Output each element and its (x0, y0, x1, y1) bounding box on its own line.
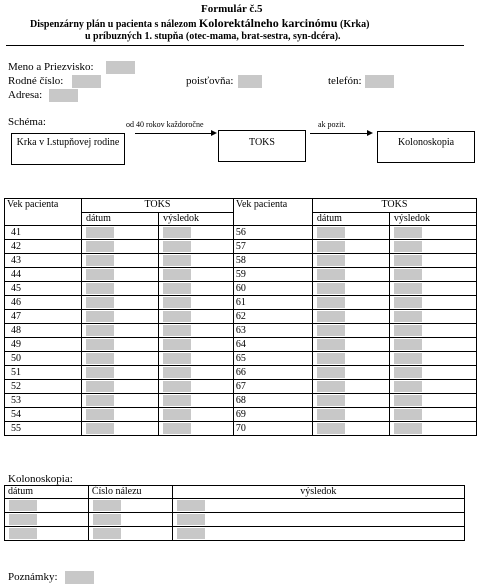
colonoscopy-header-result: výsledok (172, 486, 464, 499)
age-cell-right: 69 (233, 408, 312, 422)
toks-date-cell[interactable] (312, 338, 389, 352)
header-rule (6, 45, 464, 46)
toks-date-cell[interactable] (81, 352, 158, 366)
toks-row (5, 310, 477, 324)
colonoscopy-number-cell[interactable] (88, 527, 172, 541)
scheme-box-colonoscopy (377, 131, 475, 163)
colonoscopy-result-cell[interactable] (172, 513, 464, 527)
input-field[interactable] (163, 339, 191, 350)
toks-result-cell[interactable] (389, 310, 476, 324)
toks-date-cell[interactable] (312, 240, 389, 254)
toks-result-cell[interactable] (158, 324, 233, 338)
toks-result-cell[interactable] (389, 282, 476, 296)
input-field[interactable] (163, 395, 191, 406)
colonoscopy-date-cell[interactable] (5, 499, 89, 513)
age-cell-left: 49 (5, 338, 82, 352)
input-field[interactable] (394, 255, 422, 266)
input-field[interactable] (163, 269, 191, 280)
toks-date-cell[interactable] (312, 268, 389, 282)
name-field[interactable] (106, 61, 135, 74)
input-field[interactable] (86, 367, 114, 378)
toks-result-cell[interactable] (158, 296, 233, 310)
scheme-box-toks-text: TOKS (249, 137, 275, 148)
colonoscopy-label: Kolonoskopia: (8, 473, 73, 485)
toks-result-cell[interactable] (389, 240, 476, 254)
input-field[interactable] (394, 367, 422, 378)
age-cell-right: 62 (233, 310, 312, 324)
toks-row (5, 268, 477, 282)
header-toks-left: TOKS (81, 199, 233, 213)
colonoscopy-result-cell[interactable] (172, 499, 464, 513)
header-age-left: Vek pacienta (5, 199, 82, 226)
toks-date-cell[interactable] (312, 366, 389, 380)
age-cell-right: 66 (233, 366, 312, 380)
insurance-label: poisťovňa: (186, 75, 234, 87)
input-field[interactable] (317, 409, 345, 420)
age-cell-right: 63 (233, 324, 312, 338)
toks-result-cell[interactable] (389, 352, 476, 366)
scheme-box-colonoscopy-text: Kolonoskopia (397, 137, 455, 148)
input-field[interactable] (394, 227, 422, 238)
toks-row (5, 352, 477, 366)
toks-result-cell[interactable] (389, 366, 476, 380)
toks-date-cell[interactable] (81, 324, 158, 338)
colonoscopy-result-cell[interactable] (172, 527, 464, 541)
age-cell-right: 59 (233, 268, 312, 282)
header-toks-right: TOKS (312, 199, 476, 213)
age-cell-left: 42 (5, 240, 82, 254)
toks-date-cell[interactable] (81, 282, 158, 296)
input-field[interactable] (317, 367, 345, 378)
input-field[interactable] (317, 381, 345, 392)
age-cell-left: 50 (5, 352, 82, 366)
input-field[interactable] (163, 283, 191, 294)
toks-date-cell[interactable] (81, 310, 158, 324)
age-cell-left: 45 (5, 282, 82, 296)
toks-date-cell[interactable] (81, 226, 158, 240)
toks-date-cell[interactable] (312, 324, 389, 338)
input-field[interactable] (394, 423, 422, 434)
phone-field[interactable] (365, 75, 394, 88)
toks-row (5, 324, 477, 338)
input-field[interactable] (86, 395, 114, 406)
input-field[interactable] (394, 269, 422, 280)
age-cell-right: 61 (233, 296, 312, 310)
input-field[interactable] (86, 311, 114, 322)
toks-date-cell[interactable] (81, 240, 158, 254)
notes-field[interactable] (65, 571, 94, 584)
input-field[interactable] (163, 353, 191, 364)
input-field[interactable] (394, 339, 422, 350)
toks-date-cell[interactable] (312, 422, 389, 436)
toks-date-cell[interactable] (81, 338, 158, 352)
input-field[interactable] (86, 269, 114, 280)
header-date-right: dátum (312, 213, 389, 226)
toks-result-cell[interactable] (389, 394, 476, 408)
toks-row (5, 240, 477, 254)
toks-result-cell[interactable] (389, 324, 476, 338)
notes-label: Poznámky: (8, 571, 58, 583)
form-title-line2: u príbuzných 1. stupňa (otec-mama, brat-sestra, syn-dcéra). (85, 31, 341, 42)
toks-result-cell[interactable] (389, 268, 476, 282)
toks-row (5, 408, 477, 422)
toks-date-cell[interactable] (312, 352, 389, 366)
input-field[interactable] (317, 353, 345, 364)
age-cell-left: 41 (5, 226, 82, 240)
input-field[interactable] (86, 409, 114, 420)
toks-date-cell[interactable] (312, 282, 389, 296)
input-field[interactable] (86, 283, 114, 294)
scheme-box-family-text: Krka v I.stupňovej rodine (16, 137, 120, 148)
age-cell-right: 56 (233, 226, 312, 240)
phone-label: telefón: (328, 75, 362, 87)
input-field[interactable] (86, 227, 114, 238)
toks-result-cell[interactable] (158, 240, 233, 254)
input-field[interactable] (317, 325, 345, 336)
input-field[interactable] (317, 297, 345, 308)
input-field[interactable] (163, 255, 191, 266)
toks-date-cell[interactable] (312, 380, 389, 394)
colonoscopy-row (5, 499, 465, 513)
input-field[interactable] (317, 269, 345, 280)
colonoscopy-row (5, 527, 465, 541)
header-age-right: Vek pacienta (233, 199, 312, 226)
toks-result-cell[interactable] (158, 366, 233, 380)
toks-result-cell[interactable] (158, 310, 233, 324)
input-field[interactable] (317, 283, 345, 294)
age-cell-right: 64 (233, 338, 312, 352)
input-field[interactable] (86, 353, 114, 364)
toks-row (5, 282, 477, 296)
scheme-arrow2-line (310, 133, 370, 134)
input-field[interactable] (163, 367, 191, 378)
age-cell-left: 55 (5, 422, 82, 436)
input-field[interactable] (86, 381, 114, 392)
toks-date-cell[interactable] (81, 394, 158, 408)
age-cell-right: 68 (233, 394, 312, 408)
toks-result-cell[interactable] (158, 282, 233, 296)
colonoscopy-number-cell[interactable] (88, 499, 172, 513)
title-disease: Kolorektálneho karcinómu (198, 16, 338, 30)
input-field[interactable] (317, 227, 345, 238)
age-cell-left: 54 (5, 408, 82, 422)
colonoscopy-number-cell[interactable] (88, 513, 172, 527)
input-field[interactable] (317, 423, 345, 434)
input-field[interactable] (163, 227, 191, 238)
toks-result-cell[interactable] (158, 408, 233, 422)
colonoscopy-header-number: Číslo nálezu (88, 486, 172, 499)
toks-date-cell[interactable] (312, 226, 389, 240)
input-field[interactable] (163, 311, 191, 322)
scheme-label: Schéma: (8, 116, 46, 128)
toks-result-cell[interactable] (158, 380, 233, 394)
input-field[interactable] (86, 297, 114, 308)
age-cell-left: 52 (5, 380, 82, 394)
colonoscopy-date-cell[interactable] (5, 513, 89, 527)
toks-date-cell[interactable] (312, 310, 389, 324)
toks-result-cell[interactable] (389, 254, 476, 268)
age-cell-left: 53 (5, 394, 82, 408)
toks-date-cell[interactable] (312, 394, 389, 408)
toks-result-cell[interactable] (389, 380, 476, 394)
form-title-line1 (30, 16, 369, 31)
title-prefix: Dispenzárny plán u pacienta s nálezom (30, 19, 199, 30)
toks-row (5, 296, 477, 310)
scheme-box-family (11, 133, 125, 165)
input-field[interactable] (86, 339, 114, 350)
toks-result-cell[interactable] (389, 408, 476, 422)
toks-result-cell[interactable] (158, 268, 233, 282)
title-suffix: (Krka) (337, 19, 370, 30)
scheme-arrow2-head (367, 130, 373, 136)
toks-date-cell[interactable] (81, 254, 158, 268)
colonoscopy-date-cell[interactable] (5, 527, 89, 541)
toks-row (5, 422, 477, 436)
address-field[interactable] (49, 89, 78, 102)
toks-row (5, 366, 477, 380)
form-number: Formulár č.5 (201, 3, 263, 15)
age-cell-left: 51 (5, 366, 82, 380)
toks-result-cell[interactable] (158, 422, 233, 436)
toks-table (4, 198, 477, 436)
input-field[interactable] (86, 325, 114, 336)
age-cell-left: 48 (5, 324, 82, 338)
toks-result-cell[interactable] (389, 226, 476, 240)
age-cell-right: 60 (233, 282, 312, 296)
age-cell-left: 46 (5, 296, 82, 310)
input-field[interactable] (163, 423, 191, 434)
age-cell-right: 57 (233, 240, 312, 254)
input-field[interactable] (394, 241, 422, 252)
input-field[interactable] (163, 381, 191, 392)
toks-row (5, 338, 477, 352)
input-field[interactable] (394, 381, 422, 392)
address-label: Adresa: (8, 89, 43, 101)
input-field[interactable] (163, 241, 191, 252)
age-cell-right: 70 (233, 422, 312, 436)
input-field[interactable] (394, 325, 422, 336)
colonoscopy-table (4, 485, 465, 541)
toks-row (5, 226, 477, 240)
input-field[interactable] (317, 339, 345, 350)
input-field[interactable] (317, 395, 345, 406)
toks-row (5, 380, 477, 394)
toks-date-cell[interactable] (81, 408, 158, 422)
scheme-arrow2-label: ak pozit. (318, 120, 346, 129)
input-field[interactable] (86, 241, 114, 252)
input-field[interactable] (163, 409, 191, 420)
scheme-arrow1-label: od 40 rokov každoročne (126, 120, 204, 129)
input-field[interactable] (163, 297, 191, 308)
toks-date-cell[interactable] (312, 408, 389, 422)
age-cell-right: 65 (233, 352, 312, 366)
scheme-arrow1-head (211, 130, 217, 136)
toks-result-cell[interactable] (158, 254, 233, 268)
toks-date-cell[interactable] (81, 296, 158, 310)
colonoscopy-header-date: dátum (5, 486, 89, 499)
input-field[interactable] (394, 409, 422, 420)
input-field[interactable] (317, 255, 345, 266)
toks-result-cell[interactable] (158, 338, 233, 352)
colonoscopy-row (5, 513, 465, 527)
input-field[interactable] (394, 311, 422, 322)
age-cell-left: 47 (5, 310, 82, 324)
toks-date-cell[interactable] (312, 296, 389, 310)
header-result-right: výsledok (389, 213, 476, 226)
toks-result-cell[interactable] (389, 296, 476, 310)
insurance-field[interactable] (238, 75, 262, 88)
toks-row (5, 254, 477, 268)
age-cell-right: 58 (233, 254, 312, 268)
scheme-box-toks (218, 130, 306, 162)
input-field[interactable] (394, 395, 422, 406)
toks-result-cell[interactable] (158, 352, 233, 366)
age-cell-left: 43 (5, 254, 82, 268)
input-field[interactable] (86, 423, 114, 434)
scheme-arrow1-line (135, 133, 211, 134)
toks-result-cell[interactable] (389, 338, 476, 352)
toks-result-cell[interactable] (158, 394, 233, 408)
age-cell-right: 67 (233, 380, 312, 394)
input-field[interactable] (86, 255, 114, 266)
toks-date-cell[interactable] (81, 422, 158, 436)
header-result-left: výsledok (158, 213, 233, 226)
name-label: Meno a Priezvisko: (8, 61, 94, 73)
input-field[interactable] (317, 241, 345, 252)
toks-date-cell[interactable] (81, 268, 158, 282)
input-field[interactable] (163, 325, 191, 336)
toks-date-cell[interactable] (81, 366, 158, 380)
birth-number-field[interactable] (72, 75, 101, 88)
toks-result-cell[interactable] (158, 226, 233, 240)
input-field[interactable] (317, 311, 345, 322)
age-cell-left: 44 (5, 268, 82, 282)
toks-table-body (5, 226, 477, 436)
input-field[interactable] (394, 283, 422, 294)
birth-number-label: Rodné číslo: (8, 75, 64, 87)
toks-row (5, 394, 477, 408)
input-field[interactable] (394, 297, 422, 308)
header-date-left: dátum (81, 213, 158, 226)
toks-date-cell[interactable] (312, 254, 389, 268)
input-field[interactable] (394, 353, 422, 364)
toks-result-cell[interactable] (389, 422, 476, 436)
toks-date-cell[interactable] (81, 380, 158, 394)
